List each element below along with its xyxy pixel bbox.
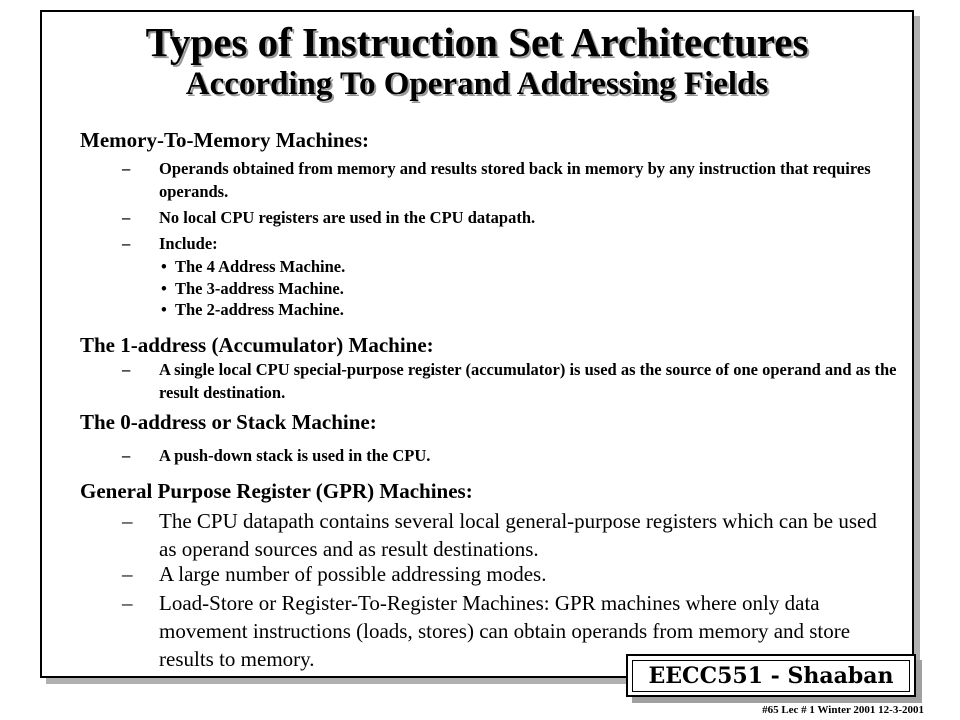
- list-item-text: A large number of possible addressing modes.: [159, 562, 547, 586]
- list-item-text: Include:: [159, 234, 218, 253]
- dash-marker: –: [122, 562, 133, 586]
- title-line-1: Types of Instruction Set Architectures: [145, 19, 809, 65]
- footer-note: #65 Lec # 1 Winter 2001 12-3-2001: [762, 704, 924, 716]
- dash-marker: –: [122, 159, 131, 178]
- list-item-text: No local CPU registers are used in the CPU datapath.: [159, 208, 536, 227]
- footer-badge: [626, 654, 916, 697]
- bullet-item: [161, 256, 346, 278]
- dash-marker: –: [122, 234, 131, 253]
- title-line-2: According To Operand Addressing Fields: [185, 66, 769, 102]
- section-heading-memory-to-memory: Memory-To-Memory Machines:: [80, 128, 370, 152]
- list-item-text: Load-Store or Register-To-Register Machines: GPR machines where only data movement instructions (loads, stores) can obtain operands from memory and store results to memory.: [159, 591, 851, 671]
- dash-marker: –: [122, 591, 133, 615]
- bullet-text: The 2-address Machine.: [175, 300, 344, 319]
- bullet-marker: •: [161, 300, 167, 319]
- list-item-text: A single local CPU special-purpose register (accumulator) is used as the source of one operand and as the result destination.: [159, 360, 897, 402]
- bullet-marker: •: [161, 257, 167, 276]
- bullet-marker: •: [161, 279, 167, 298]
- dash-marker: –: [122, 446, 131, 465]
- dash-marker: –: [122, 208, 131, 227]
- list-item-text: Operands obtained from memory and results stored back in memory by any instruction that requires operands.: [159, 159, 871, 201]
- dash-marker: –: [122, 360, 131, 379]
- dash-marker: –: [122, 509, 133, 533]
- section-heading-gpr: General Purpose Register (GPR) Machines:: [80, 479, 473, 503]
- slide-title: [40, 19, 914, 102]
- bullet-text: The 4 Address Machine.: [175, 257, 346, 276]
- section-heading-accumulator: The 1-address (Accumulator) Machine:: [80, 333, 434, 357]
- footer-badge-label: EECC551 - Shaaban: [632, 660, 911, 692]
- list-item-text: The CPU datapath contains several local general-purpose registers which can be used as operand sources and as result destinations.: [159, 509, 877, 561]
- list-item-text: A push-down stack is used in the CPU.: [159, 446, 431, 465]
- bullet-item: [161, 278, 344, 300]
- bullet-item: [161, 299, 344, 321]
- section-heading-stack: The 0-address or Stack Machine:: [80, 410, 377, 434]
- bullet-text: The 3-address Machine.: [175, 279, 344, 298]
